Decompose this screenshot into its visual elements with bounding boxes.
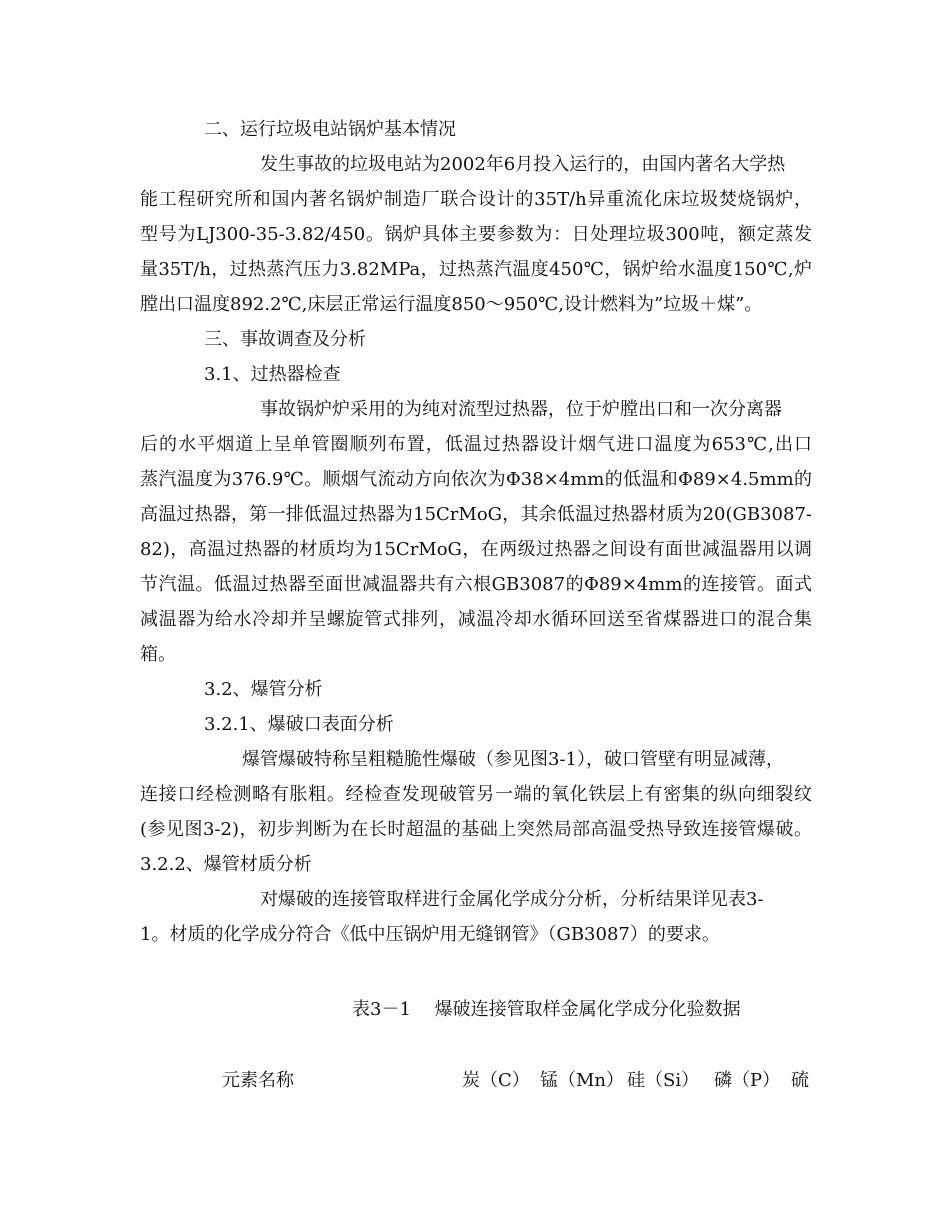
- table-column-header: 炭（C）: [462, 1070, 530, 1091]
- paragraph-line: 对爆破的连接管取样进行金属化学成分分析，分析结果详见表3-: [260, 889, 764, 910]
- table-column-header: 硫: [791, 1070, 809, 1091]
- paragraph-line: (参见图3-2)，初步判断为在长时超温的基础上突然局部高温受热导致连接管爆破。: [140, 819, 812, 840]
- subsection-heading-3-2-1: 3.2.1、爆破口表面分析: [204, 714, 394, 735]
- paragraph-line: 型号为LJ300-35-3.82/450。锅炉具体主要参数为：日处理垃圾300吨，额定蒸发: [140, 224, 812, 245]
- paragraph-line: 箱。: [140, 644, 176, 665]
- paragraph-line: 连接口经检测略有胀粗。经检查发现破管另一端的氧化铁层上有密集的纵向细裂纹: [140, 784, 812, 805]
- table-row-label: 元素名称: [222, 1070, 294, 1091]
- paragraph-line: 膛出口温度892.2℃,床层正常运行温度850～950℃,设计燃料为”垃圾＋煤”。: [140, 294, 763, 315]
- paragraph-line: 减温器为给水冷却并呈螺旋管式排列，减温冷却水循环回送至省煤器进口的混合集: [140, 609, 812, 630]
- subsection-heading-3-1: 3.1、过热器检查: [204, 364, 341, 385]
- table-column-header: 硅（Si）: [627, 1070, 700, 1091]
- paragraph-line: 高温过热器，第一排低温过热器为15CrMoG，其余低温过热器材质为20(GB3087-: [140, 504, 812, 525]
- paragraph-line: 能工程研究所和国内著名锅炉制造厂联合设计的35T/h异重流化床垃圾焚烧锅炉，: [140, 189, 812, 210]
- paragraph-line: 1。材质的化学成分符合《低中压锅炉用无缝钢管》（GB3087）的要求。: [140, 924, 720, 945]
- paragraph-line: 量35T/h，过热蒸汽压力3.82MPa，过热蒸汽温度450℃，锅炉给水温度150℃,炉: [140, 259, 812, 280]
- subsection-heading-3-2: 3.2、爆管分析: [204, 679, 323, 700]
- paragraph-line: 节汽温。低温过热器至面世减温器共有六根GB3087的Φ89×4mm的连接管。面式: [140, 574, 812, 595]
- table-column-header: 锰（Mn）: [540, 1070, 625, 1091]
- table-column-header: 磷（P）: [714, 1070, 781, 1091]
- paragraph-line: 后的水平烟道上呈单管圈顺列布置，低温过热器设计烟气进口温度为653℃,出口: [140, 434, 812, 455]
- paragraph-line: 事故锅炉炉采用的为纯对流型过热器，位于炉膛出口和一次分离器: [260, 399, 782, 420]
- subsection-heading-3-2-2: 3.2.2、爆管材质分析: [140, 854, 312, 875]
- paragraph-line: 82)，高温过热器的材质均为15CrMoG，在两级过热器之间设有面世减温器用以调: [140, 539, 812, 560]
- paragraph-line: 蒸汽温度为376.9℃。顺烟气流动方向依次为Φ38×4mm的低温和Φ89×4.5mm的: [140, 469, 812, 490]
- section-heading-3: 三、事故调查及分析: [204, 329, 366, 350]
- table-caption: 表3－1 爆破连接管取样金属化学成分化验数据: [352, 999, 741, 1020]
- section-heading-2: 二、运行垃圾电站锅炉基本情况: [204, 119, 456, 140]
- paragraph-line: 爆管爆破特称呈粗糙脆性爆破（参见图3-1），破口管壁有明显减薄，: [242, 749, 784, 770]
- paragraph-line: 发生事故的垃圾电站为2002年6月投入运行的，由国内著名大学热: [260, 154, 786, 175]
